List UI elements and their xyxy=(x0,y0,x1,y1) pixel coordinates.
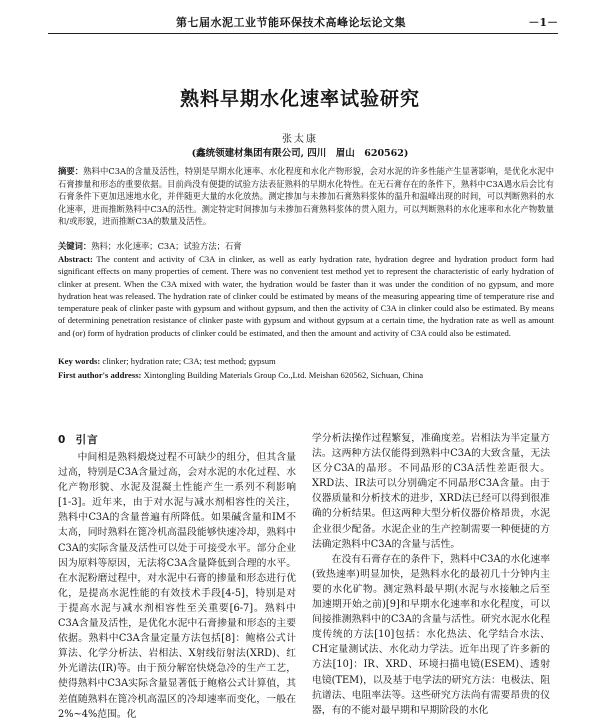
first-author-address-label: First author's address: xyxy=(58,370,142,380)
abstract-en-label: Abstract: xyxy=(58,254,93,264)
section-title: 引言 xyxy=(75,434,99,446)
keywords-chinese xyxy=(58,240,554,252)
journal-title: 第七届水泥工业节能环保技术高峰论坛论文集 xyxy=(176,16,406,29)
left-column xyxy=(58,450,296,722)
first-author-address-text: Xintongling Building Materials Group Co.,Ltd. Meishan 620562, Sichuan, China xyxy=(143,370,424,380)
author-name: 张太康 xyxy=(282,134,318,145)
abstract-cn-label: 摘要： xyxy=(58,166,84,176)
keywords-english xyxy=(58,355,554,367)
abstract-cn-text: 熟料中C3A的含量及活性，特别是早期水化速率、水化程度和水化产物形貌，会对水泥的许多性能产生显著影响，是优化水泥中石膏掺量和形态的重要依据。目前尚没有便捷的试验方法表征熟料的早期水化特性。在无石膏存在的条件下，熟料中C3A遇水后会比有石膏条件下更加迅速地水化，并伴随更大量的水化放热。测定掺加与未掺加石膏熟料浆体的温升和温峰出现的时间，可以判断熟料的水化速率，进而推断熟料中C3A的活性。测定特定时间掺加与未掺加石膏熟料浆体的贯入阻力，可以判断熟料的水化速率和水化产物数量和/或形貌，进而推断C3A的数量及活性。 xyxy=(58,166,554,227)
keywords-cn-label: 关键词： xyxy=(58,241,92,251)
keywords-cn-text: 熟料；水化速率；C3A；试验方法；石膏 xyxy=(91,241,242,251)
body-paragraph: 学分析法操作过程繁复，准确度差。岩相法为半定量方法。这两种方法仅能得到熟料中C3A的大致含量，无法区分C3A的晶形。不同晶形的C3A活性差距很大。XRD法、IR法可以分别确定不同晶形C3A含量。由于仪器质量和分析技术的进步，XRD法已经可以得到很准确的分析结果。但这两种大型分析仪器价格昂贵，水泥企业很少配备。水泥企业的生产控制需要一种便捷的方法确定熟料中C3A的含量与活性。 xyxy=(312,433,550,550)
running-header xyxy=(48,10,558,34)
page-number: －1－ xyxy=(528,16,558,29)
paper-title: 熟料早期水化速率试验研究 xyxy=(179,88,420,110)
affiliation: (鑫统领建材集团有限公司, 四川 眉山 620562) xyxy=(191,148,409,159)
section-heading-intro xyxy=(58,432,99,447)
body-paragraph: 在没有石膏存在的条件下，熟料中C3A的水化速率(致热速率)明显加快，是熟料水化的最初几十分钟内主要的水化矿物。测定熟料最早期(水泥与水接触之后至加速期开始之前)[9]和早期水化速率和水化程度，可以间接推测熟料中的C3A的含量与活性。研究水泥水化程度传统的方法[10]包括：水化热法、化学结合水法、CH定量测试法、水化动力学法。近年出现了许多新的方法[10]：IR、XRD、环境扫描电镜(ESEM)、透射电镜(TEM)，以及基于电学法的研究方法：电极法、阻抗谱法、电阻率法等。这些研究方法尚有需要昂贵的仪器，有的不能对最早期和早期阶段的水化 xyxy=(312,553,550,716)
abstract-en-text: The content and activity of C3A in clinker, as well as early hydration rate, hydration degree and hydration product form had significant effects on many properties of cement. There was no convenient test method yet to represent the characteristic of early hydration of clinker at present. When the C3A mixed with water, the hydration would be faster than it was under the condition of no gypsum, and more hydration heat was released. The hydration rate of clinker could be estimated by means of the measuring appearing time of temperature rise and temperature peak of clinker paste with gypsum and without gypsum, and then the activity of C3A in clinker could also be estimated. By means of determining penetration resistance of clinker paste with gypsum and without gypsum at a certain time, the hydration rate as well as amount and (or) form of hydration products of clinker could be estimated, and then the amount and activity of C3A could also be estimated. xyxy=(58,254,554,338)
right-column xyxy=(312,431,550,718)
first-author-address xyxy=(58,369,554,381)
abstract-chinese xyxy=(58,165,554,228)
body-paragraph: 中间相是熟料煅烧过程不可缺少的组分，但其含量过高，特别是C3A含量过高，会对水泥的水化过程、水化产物形貌、水泥及混凝土性能产生一系列不利影响[1-3]。近年来，由于对水泥与减水剂相容性的关注，熟料中C3A的含量普遍有所降低。如果碱含量和IM不太高，同时熟料在篦冷机高温段能够快速冷却，熟料中C3A的实际含量及活性可以处于可接受水平。部分企业因为原料等原因，无法将C3A含量降低到合理的水平。在水泥粉磨过程中，对水泥中石膏的掺量和形态进行优化，是提高水泥性能的有效技术手段[4-5]，特别是对于提高水泥与减水剂相容性至关重要[6-7]。熟料中C3A含量及活性，是优化水泥中石膏掺量和形态的主要依据。熟料中C3A含量定量方法包括[8]：鲍格公式计算法、化学分析法、岩相法、X射线衍射法(XRD)、红外光谱法(IR)等。由于预分解窑快烧急冷的生产工艺，使得熟料中C3A实际含量显著低于鲍格公式计算值，其差值随熟料在篦冷机高温区的冷却速率而变化，一般在2%~4%范围。化 xyxy=(58,452,296,720)
keywords-en-label: Key words: xyxy=(58,356,101,366)
keywords-en-text: clinker; hydration rate; C3A; test method; gypsum xyxy=(102,356,276,366)
section-number: 0 xyxy=(58,434,67,446)
abstract-english xyxy=(58,253,554,339)
